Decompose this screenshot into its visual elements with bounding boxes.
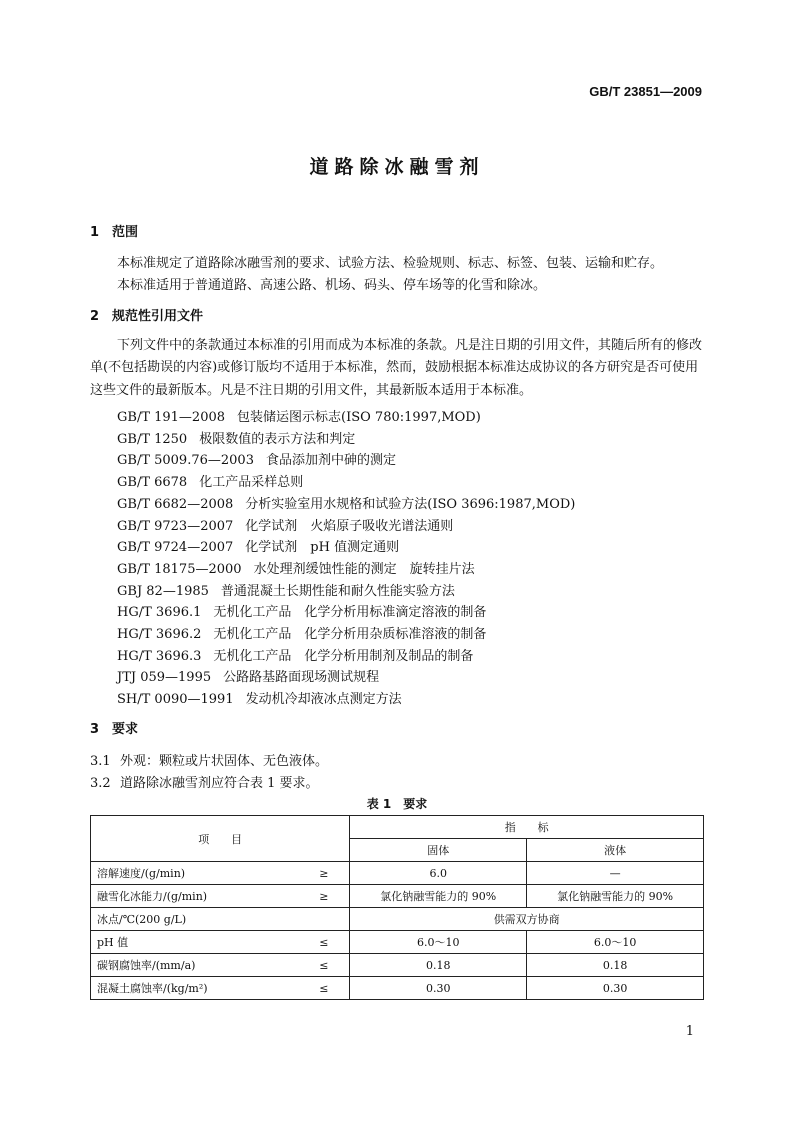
reference-title: 化学试剂 火焰原子吸收光谱法通则 — [245, 518, 454, 534]
reference-item — [117, 493, 575, 512]
section-number: 1 — [90, 225, 100, 240]
scope-paragraph-1: 本标准规定了道路除冰融雪剂的要求、试验方法、检验规则、标志、标签、包装、运输和贮存。 — [117, 256, 664, 271]
table-caption — [0, 795, 794, 812]
reference-item — [117, 666, 379, 685]
reference-title: 分析实验室用水规格和试验方法(ISO 3696:1987,MOD) — [245, 496, 576, 512]
reference-item — [117, 645, 473, 664]
table-row — [91, 908, 704, 931]
reference-title: 化工产品采样总则 — [199, 475, 304, 491]
cell-symbol: ≥ — [298, 862, 350, 885]
cell-solid: 6.0～10 — [350, 931, 527, 954]
cell-liquid: — — [527, 862, 704, 885]
reference-item — [117, 471, 303, 490]
reference-code: HG/T 3696.3 — [117, 648, 202, 664]
reference-code: HG/T 3696.1 — [117, 605, 202, 621]
reference-title: 食品添加剂中砷的测定 — [265, 453, 396, 469]
reference-title: 无机化工产品 化学分析用杂质标准溶液的制备 — [213, 627, 487, 642]
reference-title: 发动机冷却液冰点测定方法 — [245, 692, 402, 708]
reference-title: 无机化工产品 化学分析用制剂及制品的制备 — [213, 648, 474, 664]
cell-item: 碳钢腐蚀率/(mm/a) — [91, 954, 299, 977]
reference-item — [117, 601, 486, 620]
requirements-table — [90, 815, 704, 1000]
table-title: 要求 — [403, 797, 428, 811]
reference-title: 无机化工产品 化学分析用标准滴定溶液的制备 — [213, 605, 487, 621]
reference-code: GB/T 6682—2008 — [117, 496, 234, 512]
reference-code: GBJ 82—1985 — [117, 583, 209, 599]
reference-item — [117, 536, 399, 555]
cell-liquid: 0.18 — [527, 954, 704, 977]
clause-text: 道路除冰融雪剂应符合表 1 要求。 — [120, 776, 319, 791]
reference-code: GB/T 5009.76—2003 — [117, 453, 254, 469]
cell-liquid: 氯化钠融雪能力的 90% — [527, 885, 704, 908]
reference-item — [117, 515, 453, 534]
reference-item — [117, 428, 355, 447]
reference-code: GB/T 9723—2007 — [117, 518, 234, 534]
cell-solid: 0.18 — [350, 954, 527, 977]
table-row — [91, 954, 704, 977]
reference-title: 化学试剂 pH 值测定通则 — [245, 540, 400, 556]
section-title: 规范性引用文件 — [112, 309, 204, 324]
table-header-row — [91, 816, 704, 839]
table-row — [91, 885, 704, 908]
cell-item: 融雪化冰能力/(g/min) — [91, 885, 299, 908]
reference-title: 水处理剂缓蚀性能的测定 旋转挂片法 — [253, 561, 475, 577]
cell-liquid: 6.0～10 — [527, 931, 704, 954]
clause-number: 3.1 — [90, 754, 111, 769]
clause-3-2 — [90, 772, 319, 791]
reference-code: GB/T 9724—2007 — [117, 540, 234, 556]
reference-item — [117, 406, 481, 425]
reference-code: SH/T 0090—1991 — [117, 692, 234, 708]
clause-3-1 — [90, 750, 328, 769]
standard-number: GB/T 23851—2009 — [589, 84, 702, 99]
cell-solid: 6.0 — [350, 862, 527, 885]
reference-code: GB/T 191—2008 — [117, 410, 226, 425]
reference-item — [117, 558, 475, 577]
reference-code: GB/T 6678 — [117, 475, 188, 491]
reference-code: HG/T 3696.2 — [117, 627, 202, 642]
reference-item — [117, 580, 455, 599]
reference-title: 包装储运图示标志(ISO 780:1997,MOD) — [237, 410, 481, 425]
header-item: 项 目 — [91, 816, 350, 862]
cell-solid: 0.30 — [350, 977, 527, 1000]
cell-item: 溶解速度/(g/min) — [91, 862, 299, 885]
section-2-heading — [90, 305, 203, 324]
reference-item — [117, 623, 486, 642]
header-liquid: 液体 — [527, 839, 704, 862]
reference-title: 公路路基路面现场测试规程 — [223, 670, 380, 686]
section-number: 2 — [90, 309, 100, 324]
section-3-heading — [90, 718, 138, 737]
reference-code: GB/T 18175—2000 — [117, 561, 242, 577]
cell-item: 冰点/℃(200 g/L) — [91, 908, 350, 931]
clause-number: 3.2 — [90, 776, 111, 791]
cell-symbol: ≤ — [298, 931, 350, 954]
document-title: 道路除冰融雪剂 — [309, 156, 485, 178]
table-number: 表 1 — [366, 797, 392, 811]
cell-item: pH 值 — [91, 931, 299, 954]
table-row — [91, 931, 704, 954]
reference-title: 极限数值的表示方法和判定 — [199, 431, 356, 447]
section-number: 3 — [90, 722, 100, 737]
section-title: 范围 — [112, 225, 139, 240]
header-solid: 固体 — [350, 839, 527, 862]
cell-symbol: ≤ — [298, 977, 350, 1000]
reference-code: JTJ 059—1995 — [117, 670, 212, 686]
cell-liquid: 0.30 — [527, 977, 704, 1000]
scope-paragraph-2: 本标准适用于普通道路、高速公路、机场、码头、停车场等的化雪和除冰。 — [117, 278, 547, 293]
cell-item: 混凝土腐蚀率/(kg/m²) — [91, 977, 299, 1000]
section-title: 要求 — [112, 722, 139, 737]
header-index: 指 标 — [350, 816, 704, 839]
cell-merged-value: 供需双方协商 — [350, 908, 704, 931]
reference-code: GB/T 1250 — [117, 431, 188, 447]
page-number: 1 — [685, 1024, 694, 1039]
reference-title: 普通混凝土长期性能和耐久性能实验方法 — [220, 583, 455, 599]
cell-solid: 氯化钠融雪能力的 90% — [350, 885, 527, 908]
references-intro: 下列文件中的条款通过本标准的引用而成为本标准的条款。凡是注日期的引用文件，其随后所有的修改单(不包括勘误的内容)或修订版均不适用于本标准，然而，鼓励根据本标准达成协议的各方研究是否可使用这些文件的最新版本。凡是不注日期的引用文件，其最新版本适用于本标准。 — [90, 338, 703, 398]
table-row — [91, 977, 704, 1000]
cell-symbol: ≤ — [298, 954, 350, 977]
clause-text: 外观：颗粒或片状固体、无色液体。 — [120, 754, 329, 769]
cell-symbol: ≥ — [298, 885, 350, 908]
section-1-heading — [90, 221, 138, 240]
reference-item — [117, 688, 402, 707]
reference-item — [117, 449, 396, 468]
table-row — [91, 862, 704, 885]
